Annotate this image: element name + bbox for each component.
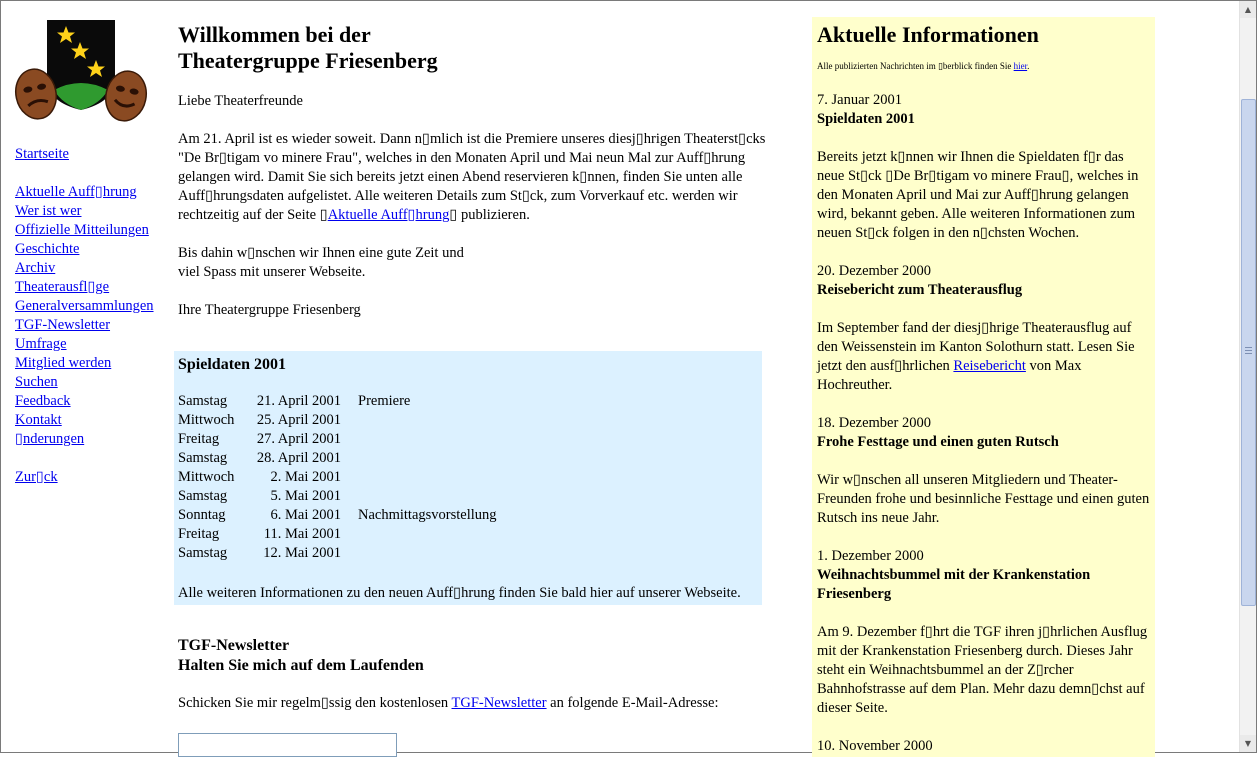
schedule-date: 27. April 2001 [256, 431, 341, 447]
schedule-box [174, 351, 762, 605]
news-body: Am 9. Dezember f▯hrt die TGF ihren j▯hrlichen Ausflug mit der Krankenstation Friesenberg durch. Dieses Jahr steht ein Weihnachtsbummel an der Z▯rcher Bahnhofstrasse auf dem Plan. Mehr dazu demn▯chst auf dieser Seite. [817, 624, 1148, 716]
schedule-row [178, 525, 760, 544]
schedule-date: 21. April 2001 [256, 393, 341, 409]
newsletter-text [178, 694, 768, 713]
nav-link-startseite[interactable]: Startseite [15, 146, 69, 162]
nav-link-zurueck[interactable]: Zur▯ck [15, 469, 58, 485]
newsletter-title-line1: TGF-Newsletter [178, 637, 290, 654]
nav-link-kontakt[interactable]: Kontakt [15, 412, 62, 428]
main-content [178, 22, 768, 320]
news-sidebar-title: Aktuelle Informationen [817, 22, 1039, 47]
newsletter-text-before: Schicken Sie mir regelm▯ssig den kostenlosen [178, 695, 452, 711]
schedule-row [178, 411, 760, 430]
news-body: Wir w▯nschen all unseren Mitgliedern und Theater-Freunden frohe und besinnliche Festtage und einen guten Rutsch ins neue Jahr. [817, 472, 1150, 526]
news-overview-text [817, 60, 1153, 72]
page-title-line1: Willkommen bei der [178, 22, 371, 47]
closing-line1: Bis dahin w▯nschen wir Ihnen eine gute Zeit und [178, 245, 464, 261]
news-body: Bereits jetzt k▯nnen wir Ihnen die Spieldaten f▯r das neue St▯ck ▯De Br▯tigam vo minere Frau▯, welches in den Monaten April und Mai zur Auff▯hrung gelangen wird, bekannt geben. Alle weiteren Informationen zum neuen St▯ck folgen in den n▯chsten Wochen. [817, 149, 1139, 241]
news-title: Weihnachtsbummel mit der Krankenstation Friesenberg [817, 567, 1091, 602]
intro-after: ▯ publizieren. [449, 207, 530, 223]
signature: Ihre Theatergruppe Friesenberg [178, 302, 361, 318]
news-item [817, 414, 1153, 528]
schedule-row [178, 544, 760, 563]
schedule-day: Samstag [178, 488, 228, 504]
news-body-before: Im September fand der diesj▯hrige Theaterausflug auf den Weissenstein im Kanton Solothurn statt. Lesen Sie jetzt den ausf▯hrlichen [817, 320, 1135, 374]
news-sidebar [812, 17, 1155, 757]
schedule-row [178, 392, 760, 411]
schedule-note: Premiere [358, 393, 411, 409]
schedule-row [178, 449, 760, 468]
schedule-day: Freitag [178, 526, 220, 542]
news-overview-after: . [1027, 61, 1030, 71]
news-overview-link[interactable]: hier [1013, 61, 1028, 71]
schedule-date: 28. April 2001 [256, 450, 341, 466]
schedule-date: 5. Mai 2001 [270, 488, 341, 504]
newsletter-text-after: an folgende E-Mail-Adresse: [546, 695, 719, 711]
news-body-after: von Max Hochreuther. [817, 358, 1082, 393]
main-navigation [15, 145, 154, 487]
schedule-title: Spieldaten 2001 [178, 356, 287, 373]
greeting: Liebe Theaterfreunde [178, 93, 303, 109]
news-item [817, 547, 1153, 718]
intro-paragraph [178, 130, 768, 225]
nav-link-archiv[interactable]: Archiv [15, 260, 56, 276]
news-overview-before: Alle publizierten Nachrichten im ▯berblick finden Sie [817, 61, 1014, 71]
schedule-date: 12. Mai 2001 [263, 545, 341, 561]
schedule-date: 6. Mai 2001 [270, 507, 341, 523]
schedule-row [178, 487, 760, 506]
nav-link-aktuelle-auffuehrung[interactable]: Aktuelle Auff▯hrung [15, 184, 137, 200]
newsletter-email-input[interactable] [178, 733, 397, 757]
nav-link-aenderungen[interactable]: ▯nderungen [15, 431, 85, 447]
intro-link-aktuelle-auffuehrung[interactable]: Aktuelle Auff▯hrung [327, 207, 450, 223]
page-title [178, 22, 768, 74]
theater-masks-logo [14, 18, 148, 124]
news-date: 18. Dezember 2000 [817, 415, 931, 431]
news-item [817, 262, 1153, 395]
nav-link-offizielle-mitteilungen[interactable]: Offizielle Mitteilungen [15, 222, 149, 238]
schedule-day: Sonntag [178, 507, 226, 523]
nav-link-wer-ist-wer[interactable]: Wer ist wer [15, 203, 82, 219]
page-title-line2: Theatergruppe Friesenberg [178, 48, 438, 73]
news-body [817, 319, 1153, 395]
schedule-date: 25. April 2001 [256, 412, 341, 428]
news-item [817, 91, 1153, 243]
schedule-day: Mittwoch [178, 412, 235, 428]
closing-paragraph [178, 244, 768, 282]
intro-text: Am 21. April ist es wieder soweit. Dann n▯mlich ist die Premiere unseres diesj▯hrigen Theaterst▯cks "De Br▯tigam vo minere Frau", welches in den Monaten April und Mai neun Mal zur Auff▯hrung gelangen wird. Damit Sie sich bereits jetzt einen Abend reservieren k▯nnen, finden Sie unten alle Auff▯hrungsdaten aufgelistet. Alle weiteren Details zum St▯ck, zum Vorverkauf etc. werden wir rechtzeitig auf der Seite ▯ [178, 131, 766, 223]
newsletter-section [178, 636, 768, 713]
schedule-row [178, 430, 760, 449]
schedule-day: Samstag [178, 545, 228, 561]
nav-link-geschichte[interactable]: Geschichte [15, 241, 80, 257]
schedule-date: 11. Mai 2001 [263, 526, 341, 542]
newsletter-title [178, 636, 768, 676]
nav-link-theaterausfluege[interactable]: Theaterausfl▯ge [15, 279, 110, 295]
news-title: Frohe Festtage und einen guten Rutsch [817, 434, 1059, 450]
nav-link-mitglied-werden[interactable]: Mitglied werden [15, 355, 112, 371]
nav-link-generalversammlungen[interactable]: Generalversammlungen [15, 298, 154, 314]
schedule-row [178, 506, 760, 525]
news-date: 10. November 2000 [817, 738, 933, 754]
nav-link-umfrage[interactable]: Umfrage [15, 336, 67, 352]
closing-line2: viel Spass mit unserer Webseite. [178, 264, 366, 280]
arrow-up-icon[interactable]: ▲ [1240, 1, 1256, 18]
schedule-date: 2. Mai 2001 [270, 469, 341, 485]
schedule-note: Nachmittagsvorstellung [358, 507, 497, 523]
schedule-day: Freitag [178, 431, 220, 447]
vertical-scrollbar[interactable] [1239, 1, 1256, 752]
nav-link-suchen[interactable]: Suchen [15, 374, 58, 390]
news-date: 1. Dezember 2000 [817, 548, 924, 564]
news-date: 7. Januar 2001 [817, 92, 902, 108]
newsletter-title-line2: Halten Sie mich auf dem Laufenden [178, 657, 424, 674]
schedule-day: Samstag [178, 450, 228, 466]
arrow-down-icon[interactable]: ▼ [1240, 735, 1256, 752]
schedule-day: Mittwoch [178, 469, 235, 485]
schedule-day: Samstag [178, 393, 228, 409]
news-item [817, 737, 1153, 756]
nav-link-feedback[interactable]: Feedback [15, 393, 71, 409]
schedule-row [178, 468, 760, 487]
news-title: Reisebericht zum Theaterausflug [817, 282, 1023, 298]
news-date: 20. Dezember 2000 [817, 263, 931, 279]
schedule-footer: Alle weiteren Informationen zu den neuen Auff▯hrung finden Sie bald hier auf unserer Webseite. [178, 585, 741, 601]
news-link-reisebericht[interactable]: Reisebericht [953, 358, 1026, 374]
news-title: Spieldaten 2001 [817, 111, 915, 127]
schedule-table [178, 392, 760, 563]
newsletter-link[interactable]: TGF-Newsletter [451, 695, 547, 711]
nav-link-tgf-newsletter[interactable]: TGF-Newsletter [15, 317, 111, 333]
scrollbar-thumb[interactable] [1241, 99, 1256, 606]
